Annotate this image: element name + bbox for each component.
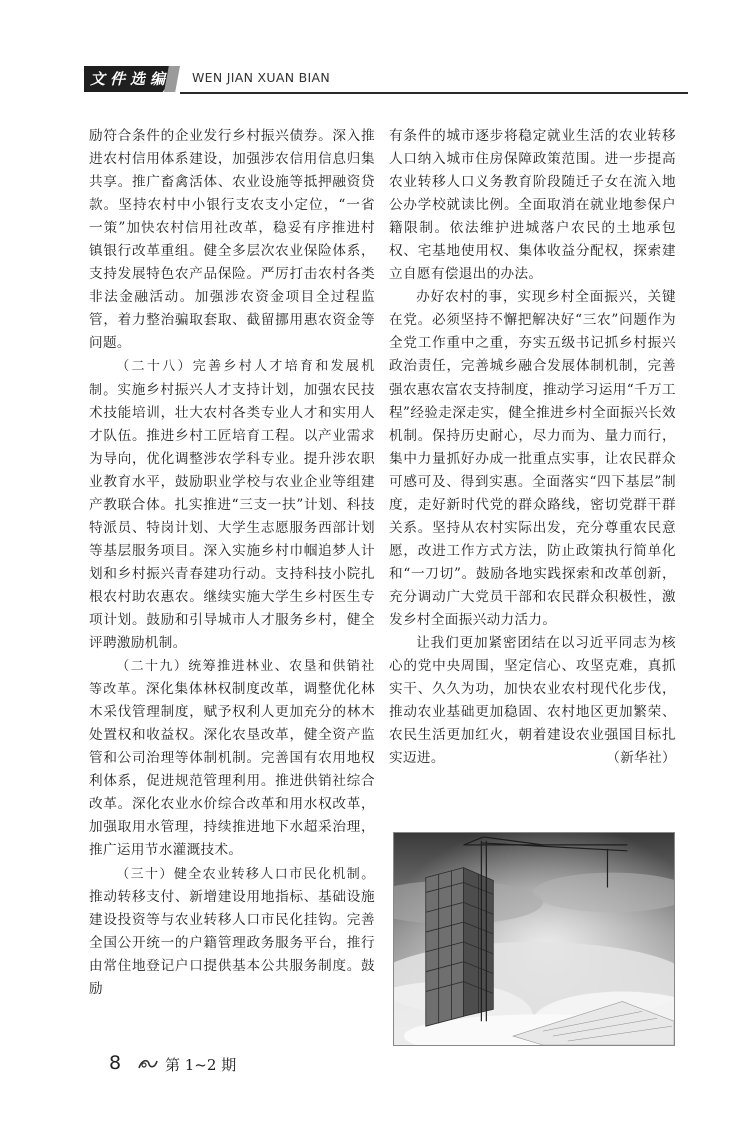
page-number: 8 <box>109 1052 122 1074</box>
section-title: 文件选编 <box>90 70 171 88</box>
paragraph: 办好农村的事，实现乡村全面振兴，关键在党。必须坚持不懈把解决好“三农”问题作为全党工作重中之重，夯实五级书记抓乡村振兴政治责任，完善城乡融合发展体制机制，完善强农惠农富农支持制度，推动学习运用“千万工程”经验走深走实，健全推进乡村全面振兴长效机制。保持历史耐心，尽力而为、量力而行，集中力量抓好办成一批重点实事，让农民群众可感可及、得到实惠。全面落实“四下基层”制度，走好新时代党的群众路线，密切党群干群关系。坚持从农村实际出发，充分尊重农民意愿，改进工作方式方法，防止政策执行简单化和“一刀切”。鼓励各地实践探索和改革创新，充分调动广大党员干部和农民群众积极性，激发乡村全面振兴动力活力。 <box>389 289 676 628</box>
paragraph <box>89 355 375 655</box>
subsection-heading: （二十八）完善乡村人才培育和发展机制。 <box>89 359 375 398</box>
article-photo <box>393 832 675 1046</box>
paragraph-body: 实施乡村振兴人才支持计划，加强农民技术技能培训，壮大农村各类专业人才和实用人才队伍。推进乡村工匠培育工程。以产业需求为导向，优化调整涉农学科专业。提升涉农职业教育水平，鼓励职业学校与农业企业等组建产教联合体。扎实推进“三支一扶”计划、科技特派员、特岗计划、大学生志愿服务西部计划等基层服务项目。深入实施乡村巾帼追梦人计划和乡村振兴青春建功行动。支持科技小院扎根农村助农惠农。继续实施大学生乡村医生专项计划。鼓励和引导城市人才服务乡村，健全评聘激励机制。 <box>89 381 375 652</box>
paragraph <box>389 632 676 770</box>
paragraph: 有条件的城市逐步将稳定就业生活的农业转移人口纳入城市住房保障政策范围。进一步提高农业转移人口义务教育阶段随迁子女在流入地公办学校就读比例。全面取消在就业地参保户籍限制。依法维护进城落户农民的土地承包权、宅基地使用权、集体收益分配权，探索建立自愿有偿退出的办法。 <box>389 128 676 283</box>
subsection-heading: （三十）健全农业转移人口市民化机制。 <box>116 866 375 882</box>
section-header <box>84 64 688 94</box>
publication-logo-icon <box>137 1057 159 1071</box>
left-column <box>89 125 375 1001</box>
paragraph-body: 深化集体林权制度改革，调整优化林木采伐管理制度，赋予权利人更加充分的林木处置权和收益权。深化农垦改革，健全资产监管和公司治理等体制机制。完善国有农用地权利体系，促进规范管理利用。推进供销社综合改革。深化农业水价综合改革和用水权改革，加强取用水管理，持续推进地下水超采治理，推广运用节水灌溉技术。 <box>89 681 375 859</box>
paragraph <box>89 655 375 862</box>
source-credit: （新华社） <box>606 750 676 767</box>
issue-label: 第 1~2 期 <box>165 1056 237 1074</box>
building-crane-illustration <box>394 833 674 1045</box>
paragraph <box>89 863 375 1001</box>
subsection-heading: （二十九）统筹推进林业、农垦和供销社等改革。 <box>89 659 375 698</box>
paragraph-body: 让我们更加紧密团结在以习近平同志为核心的党中央周围，坚定信心、攻坚克难，真抓实干、久久为功，加快农业农村现代化步伐，推动农业基础更加稳固、农村地区更加繁荣、农民生活更加红火，朝着建设农业强国目标扎实迈进。 <box>389 635 676 767</box>
section-pinyin: WEN JIAN XUAN BIAN <box>192 70 330 85</box>
paragraph-body: 推动转移支付、新增建设用地指标、基础设施建设投资等与农业转移人口市民化挂钩。完善全国公开统一的户籍管理政务服务平台，推行由常住地登记户口提供基本公共服务制度。鼓励 <box>89 888 375 997</box>
header-rule <box>180 92 688 94</box>
paragraph: 励符合条件的企业发行乡村振兴债券。深入推进农村信用体系建设，加强涉农信用信息归集共享。推广畜禽活体、农业设施等抵押融资贷款。坚持农村中小银行支农支小定位，“一省一策”加快农村信用社改革，稳妥有序推进村镇银行改革重组。健全多层次农业保险体系，支持发展特色农产品保险。严厉打击农村各类非法金融活动。加强涉农资金项目全过程监管，着力整治骗取套取、截留挪用惠农资金等问题。 <box>89 128 375 352</box>
right-column <box>389 125 676 770</box>
